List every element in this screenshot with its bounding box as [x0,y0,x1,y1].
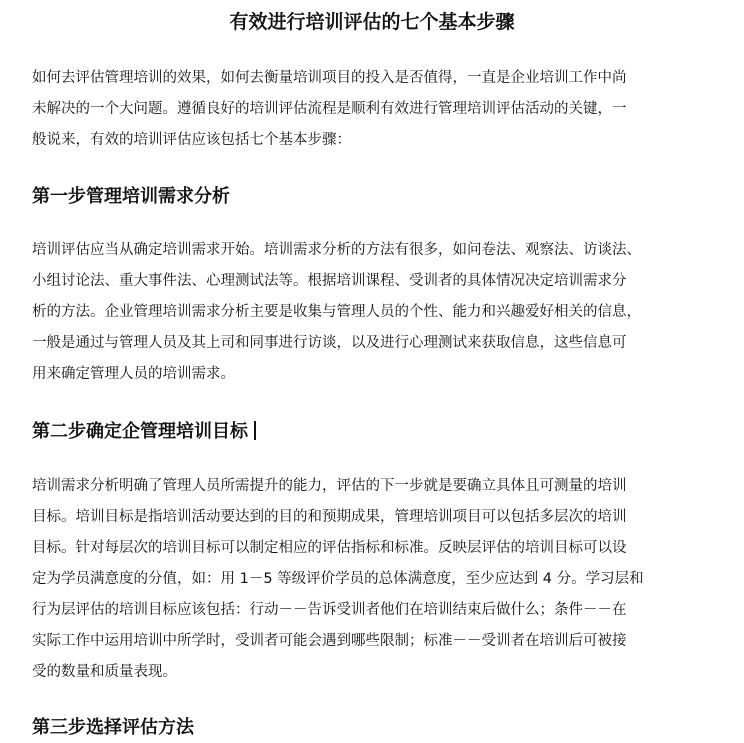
paragraph-line: 培训需求分析明确了管理人员所需提升的能力，评估的下一步就是要确立具体且可测量的培训 [32,478,627,494]
document-title: 有效进行培训评估的七个基本步骤 [229,11,515,33]
paragraph-line: 一般是通过与管理人员及其上司和同事进行访谈，以及进行心理测试来获取信息，这些信息可 [32,335,627,351]
section-paragraph-step-2 [32,471,722,688]
paragraph-line: 培训评估应当从确定培训需求开始。培训需求分析的方法有很多，如问卷法、观察法、访谈法、 [32,242,641,258]
paragraph-line: 目标。针对每层次的培训目标可以制定相应的评估指标和标准。反映层评估的培训目标可以设 [32,540,627,556]
section-paragraph-step-1 [32,235,722,390]
paragraph-line: 析的方法。企业管理培训需求分析主要是收集与管理人员的个性、能力和兴趣爱好相关的信息， [32,304,641,320]
paragraph-line: 实际工作中运用培训中所学时，受训者可能会遇到哪些限制；标准－－受训者在培训后可被接 [32,633,627,649]
paragraph-line: 定为学员满意度的分值，如：用 1－5 等级评价学员的总体满意度，至少应达到 4 分。学习层和 [32,571,644,587]
text-cursor [254,421,256,440]
intro-line: 般说来，有效的培训评估应该包括七个基本步骤： [32,132,351,148]
paragraph-line: 用来确定管理人员的培训需求。 [32,366,235,382]
paragraph-line: 目标。培训目标是指培训活动要达到的目的和预期成果，管理培训项目可以包括多层次的培训 [32,509,627,525]
section-heading-text: 第二步确定企管理培训目标 [32,421,248,442]
section-heading-step-3: 第三步选择评估方法 [32,717,194,738]
section-heading-step-2[interactable] [32,418,256,446]
intro-line: 如何去评估管理培训的效果，如何去衡量培训项目的投入是否值得，一直是企业培训工作中尚 [32,70,627,86]
paragraph-line: 受的数量和质量表现。 [32,664,177,680]
intro-line: 未解决的一个大问题。遵循良好的培训评估流程是顺利有效进行管理培训评估活动的关键，一 [32,101,627,117]
intro-paragraph [32,63,722,156]
section-heading-step-1: 第一步管理培训需求分析 [32,186,230,207]
paragraph-line: 小组讨论法、重大事件法、心理测试法等。根据培训课程、受训者的具体情况决定培训需求分 [32,273,627,289]
paragraph-line: 行为层评估的培训目标应该包括：行动－－告诉受训者他们在培训结束后做什么；条件－－在 [32,602,627,618]
